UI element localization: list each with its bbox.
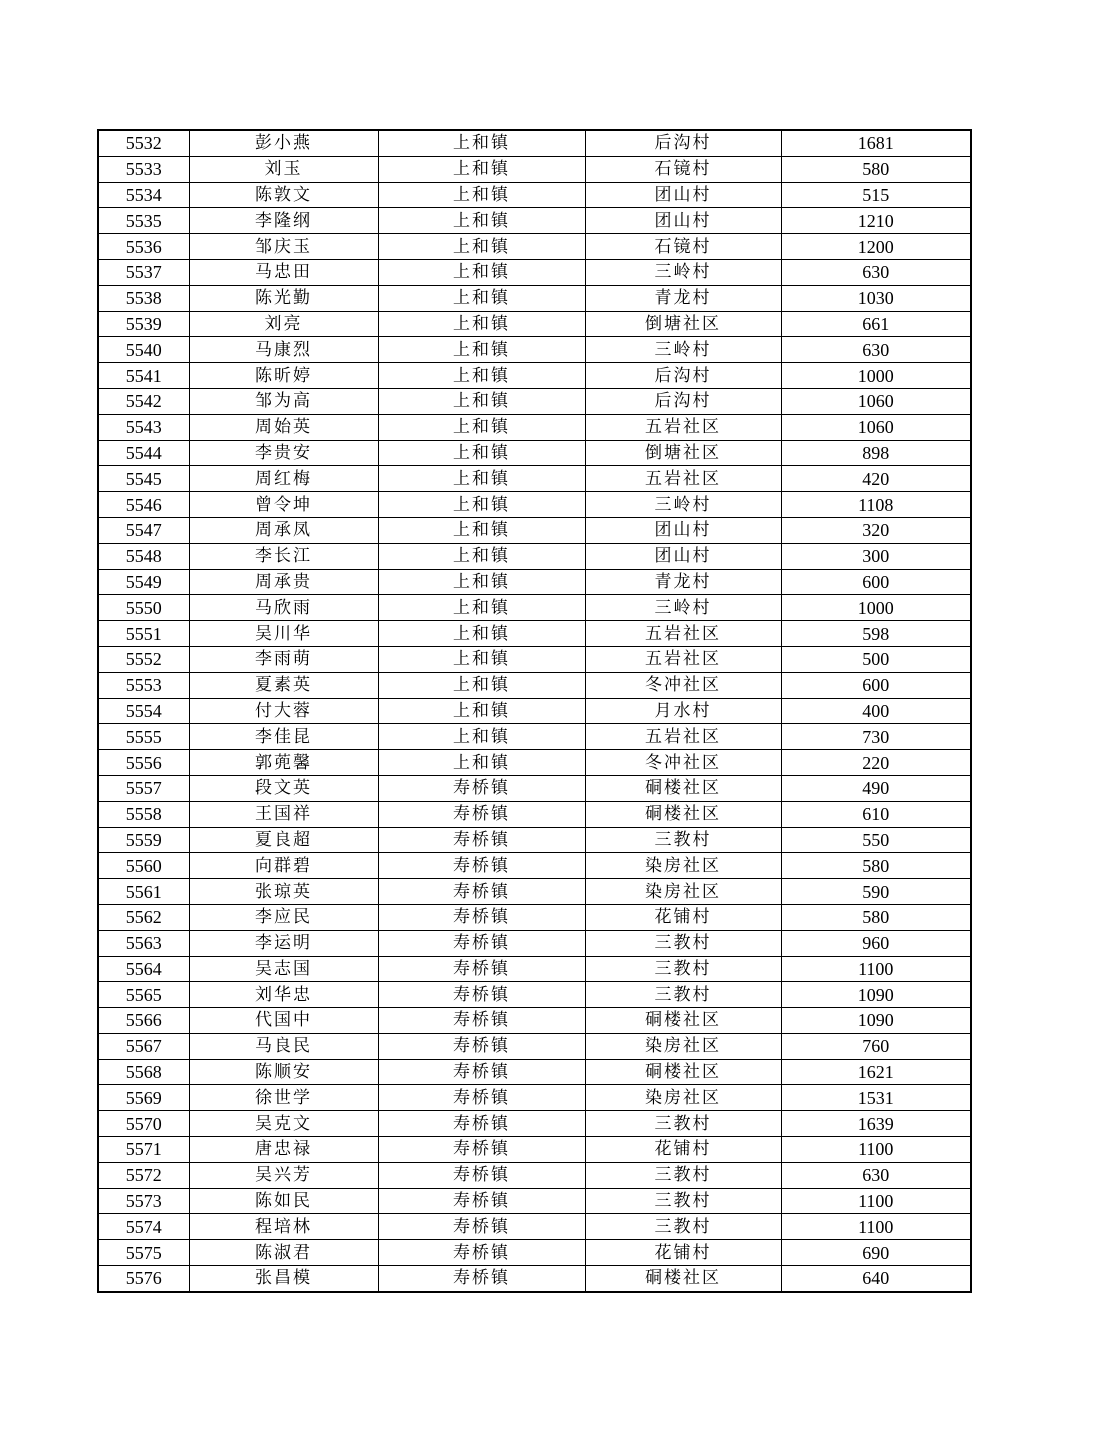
cell-village: 三教村 [585, 827, 781, 853]
cell-amount: 1100 [781, 1214, 971, 1240]
cell-amount: 420 [781, 466, 971, 492]
cell-amount: 580 [781, 853, 971, 879]
cell-name: 李佳昆 [189, 724, 378, 750]
table-row [98, 853, 971, 879]
table-row [98, 1240, 971, 1266]
cell-name: 段文英 [189, 775, 378, 801]
cell-name: 王国祥 [189, 801, 378, 827]
cell-town: 上和镇 [378, 311, 585, 337]
table-row [98, 930, 971, 956]
cell-name: 彭小燕 [189, 130, 378, 156]
cell-number: 5543 [98, 414, 189, 440]
cell-village: 石镜村 [585, 156, 781, 182]
cell-amount: 1210 [781, 208, 971, 234]
cell-village: 硐楼社区 [585, 1008, 781, 1034]
cell-village: 花铺村 [585, 1240, 781, 1266]
cell-town: 寿桥镇 [378, 1033, 585, 1059]
table-row [98, 1059, 971, 1085]
cell-number: 5562 [98, 904, 189, 930]
cell-town: 寿桥镇 [378, 982, 585, 1008]
cell-name: 郭蔸馨 [189, 750, 378, 776]
cell-town: 寿桥镇 [378, 1214, 585, 1240]
cell-amount: 690 [781, 1240, 971, 1266]
cell-name: 陈敦文 [189, 182, 378, 208]
cell-town: 寿桥镇 [378, 1240, 585, 1266]
table-row [98, 646, 971, 672]
cell-village: 团山村 [585, 182, 781, 208]
cell-number: 5553 [98, 672, 189, 698]
cell-amount: 1100 [781, 956, 971, 982]
table-row [98, 1033, 971, 1059]
cell-number: 5560 [98, 853, 189, 879]
cell-number: 5550 [98, 595, 189, 621]
cell-town: 上和镇 [378, 569, 585, 595]
cell-number: 5574 [98, 1214, 189, 1240]
cell-number: 5541 [98, 363, 189, 389]
cell-number: 5576 [98, 1266, 189, 1292]
cell-town: 上和镇 [378, 337, 585, 363]
cell-name: 马康烈 [189, 337, 378, 363]
cell-town: 寿桥镇 [378, 1188, 585, 1214]
cell-amount: 730 [781, 724, 971, 750]
cell-village: 三教村 [585, 1111, 781, 1137]
cell-village: 五岩社区 [585, 466, 781, 492]
cell-town: 上和镇 [378, 440, 585, 466]
cell-name: 马良民 [189, 1033, 378, 1059]
table-row [98, 1111, 971, 1137]
cell-number: 5555 [98, 724, 189, 750]
cell-village: 三教村 [585, 982, 781, 1008]
cell-village: 硐楼社区 [585, 801, 781, 827]
cell-name: 李运明 [189, 930, 378, 956]
cell-amount: 1000 [781, 595, 971, 621]
cell-town: 上和镇 [378, 517, 585, 543]
cell-number: 5572 [98, 1162, 189, 1188]
cell-number: 5547 [98, 517, 189, 543]
cell-number: 5545 [98, 466, 189, 492]
cell-village: 月水村 [585, 698, 781, 724]
cell-amount: 1060 [781, 388, 971, 414]
cell-name: 陈昕婷 [189, 363, 378, 389]
cell-village: 五岩社区 [585, 414, 781, 440]
cell-town: 寿桥镇 [378, 904, 585, 930]
cell-village: 五岩社区 [585, 646, 781, 672]
cell-town: 上和镇 [378, 388, 585, 414]
cell-name: 刘亮 [189, 311, 378, 337]
cell-village: 团山村 [585, 517, 781, 543]
cell-number: 5573 [98, 1188, 189, 1214]
cell-town: 寿桥镇 [378, 853, 585, 879]
cell-village: 五岩社区 [585, 621, 781, 647]
cell-name: 李应民 [189, 904, 378, 930]
cell-village: 倒塘社区 [585, 440, 781, 466]
table-row [98, 1137, 971, 1163]
table-row [98, 311, 971, 337]
cell-town: 上和镇 [378, 698, 585, 724]
cell-number: 5556 [98, 750, 189, 776]
cell-number: 5540 [98, 337, 189, 363]
cell-number: 5570 [98, 1111, 189, 1137]
cell-village: 团山村 [585, 208, 781, 234]
cell-amount: 1060 [781, 414, 971, 440]
table-row [98, 414, 971, 440]
cell-village: 硐楼社区 [585, 1059, 781, 1085]
cell-name: 马忠田 [189, 259, 378, 285]
cell-amount: 898 [781, 440, 971, 466]
cell-village: 冬冲社区 [585, 750, 781, 776]
cell-number: 5571 [98, 1137, 189, 1163]
cell-amount: 630 [781, 259, 971, 285]
cell-amount: 598 [781, 621, 971, 647]
table-row [98, 775, 971, 801]
cell-amount: 1200 [781, 234, 971, 260]
cell-village: 硐楼社区 [585, 775, 781, 801]
cell-town: 上和镇 [378, 595, 585, 621]
cell-village: 三岭村 [585, 337, 781, 363]
table-row [98, 259, 971, 285]
cell-name: 李雨萌 [189, 646, 378, 672]
table-row [98, 543, 971, 569]
cell-village: 石镜村 [585, 234, 781, 260]
cell-town: 上和镇 [378, 156, 585, 182]
cell-name: 夏素英 [189, 672, 378, 698]
cell-village: 后沟村 [585, 388, 781, 414]
cell-town: 上和镇 [378, 285, 585, 311]
table-row [98, 492, 971, 518]
cell-name: 吴志国 [189, 956, 378, 982]
cell-name: 周红梅 [189, 466, 378, 492]
cell-number: 5537 [98, 259, 189, 285]
cell-town: 寿桥镇 [378, 1111, 585, 1137]
cell-number: 5548 [98, 543, 189, 569]
cell-number: 5551 [98, 621, 189, 647]
cell-number: 5559 [98, 827, 189, 853]
cell-village: 花铺村 [585, 904, 781, 930]
cell-town: 寿桥镇 [378, 1266, 585, 1292]
table-row [98, 182, 971, 208]
cell-amount: 1090 [781, 1008, 971, 1034]
cell-name: 吴川华 [189, 621, 378, 647]
table-row [98, 956, 971, 982]
table-row [98, 569, 971, 595]
cell-number: 5533 [98, 156, 189, 182]
cell-name: 徐世学 [189, 1085, 378, 1111]
cell-name: 曾令坤 [189, 492, 378, 518]
cell-amount: 1030 [781, 285, 971, 311]
cell-name: 邹为高 [189, 388, 378, 414]
cell-number: 5558 [98, 801, 189, 827]
cell-name: 刘玉 [189, 156, 378, 182]
cell-amount: 220 [781, 750, 971, 776]
cell-name: 陈顺安 [189, 1059, 378, 1085]
table-row [98, 234, 971, 260]
table-row [98, 621, 971, 647]
table-row [98, 801, 971, 827]
cell-number: 5539 [98, 311, 189, 337]
cell-town: 寿桥镇 [378, 827, 585, 853]
cell-name: 张昌模 [189, 1266, 378, 1292]
cell-name: 吴克文 [189, 1111, 378, 1137]
cell-town: 寿桥镇 [378, 930, 585, 956]
table-row [98, 466, 971, 492]
table-row [98, 363, 971, 389]
cell-number: 5532 [98, 130, 189, 156]
cell-amount: 600 [781, 672, 971, 698]
cell-town: 上和镇 [378, 234, 585, 260]
cell-village: 三教村 [585, 1188, 781, 1214]
cell-amount: 1639 [781, 1111, 971, 1137]
cell-number: 5567 [98, 1033, 189, 1059]
cell-amount: 300 [781, 543, 971, 569]
table-row [98, 156, 971, 182]
table-row [98, 285, 971, 311]
cell-amount: 640 [781, 1266, 971, 1292]
table-row [98, 1188, 971, 1214]
cell-name: 李贵安 [189, 440, 378, 466]
cell-village: 染房社区 [585, 1033, 781, 1059]
cell-town: 寿桥镇 [378, 1137, 585, 1163]
cell-amount: 590 [781, 879, 971, 905]
cell-number: 5564 [98, 956, 189, 982]
cell-amount: 1000 [781, 363, 971, 389]
cell-village: 倒塘社区 [585, 311, 781, 337]
cell-amount: 550 [781, 827, 971, 853]
cell-amount: 580 [781, 904, 971, 930]
cell-village: 三教村 [585, 1162, 781, 1188]
table-row [98, 1214, 971, 1240]
cell-name: 刘华忠 [189, 982, 378, 1008]
cell-name: 向群碧 [189, 853, 378, 879]
cell-amount: 1090 [781, 982, 971, 1008]
cell-number: 5554 [98, 698, 189, 724]
cell-name: 李长江 [189, 543, 378, 569]
cell-village: 三岭村 [585, 259, 781, 285]
cell-number: 5534 [98, 182, 189, 208]
cell-number: 5557 [98, 775, 189, 801]
cell-town: 寿桥镇 [378, 1085, 585, 1111]
table-row [98, 1085, 971, 1111]
cell-name: 唐忠禄 [189, 1137, 378, 1163]
cell-village: 青龙村 [585, 285, 781, 311]
cell-name: 张琼英 [189, 879, 378, 905]
table-body [98, 130, 971, 1292]
cell-town: 上和镇 [378, 363, 585, 389]
table-row [98, 337, 971, 363]
cell-amount: 610 [781, 801, 971, 827]
table-row [98, 827, 971, 853]
cell-town: 寿桥镇 [378, 956, 585, 982]
cell-town: 上和镇 [378, 466, 585, 492]
cell-number: 5535 [98, 208, 189, 234]
table-row [98, 595, 971, 621]
cell-town: 寿桥镇 [378, 775, 585, 801]
cell-name: 邹庆玉 [189, 234, 378, 260]
cell-town: 上和镇 [378, 672, 585, 698]
table-row [98, 1008, 971, 1034]
cell-amount: 630 [781, 1162, 971, 1188]
cell-amount: 760 [781, 1033, 971, 1059]
cell-name: 陈如民 [189, 1188, 378, 1214]
cell-town: 寿桥镇 [378, 1162, 585, 1188]
cell-name: 陈光勤 [189, 285, 378, 311]
cell-village: 青龙村 [585, 569, 781, 595]
cell-name: 吴兴芳 [189, 1162, 378, 1188]
cell-amount: 490 [781, 775, 971, 801]
table-row [98, 672, 971, 698]
cell-amount: 661 [781, 311, 971, 337]
table-row [98, 904, 971, 930]
cell-village: 三教村 [585, 1214, 781, 1240]
cell-village: 染房社区 [585, 1085, 781, 1111]
cell-village: 三教村 [585, 956, 781, 982]
table-row [98, 750, 971, 776]
table-row [98, 517, 971, 543]
cell-name: 周承贵 [189, 569, 378, 595]
cell-amount: 400 [781, 698, 971, 724]
cell-village: 五岩社区 [585, 724, 781, 750]
cell-number: 5565 [98, 982, 189, 1008]
cell-number: 5563 [98, 930, 189, 956]
cell-town: 上和镇 [378, 646, 585, 672]
cell-village: 后沟村 [585, 130, 781, 156]
cell-number: 5538 [98, 285, 189, 311]
cell-town: 寿桥镇 [378, 801, 585, 827]
cell-town: 上和镇 [378, 414, 585, 440]
cell-name: 周始英 [189, 414, 378, 440]
cell-number: 5549 [98, 569, 189, 595]
cell-number: 5575 [98, 1240, 189, 1266]
cell-amount: 320 [781, 517, 971, 543]
cell-town: 上和镇 [378, 259, 585, 285]
table-row [98, 1266, 971, 1292]
table-row [98, 1162, 971, 1188]
cell-town: 上和镇 [378, 182, 585, 208]
cell-town: 上和镇 [378, 543, 585, 569]
cell-name: 李隆纲 [189, 208, 378, 234]
cell-amount: 500 [781, 646, 971, 672]
table-row [98, 698, 971, 724]
cell-village: 三岭村 [585, 492, 781, 518]
table-row [98, 208, 971, 234]
cell-amount: 1100 [781, 1137, 971, 1163]
cell-amount: 515 [781, 182, 971, 208]
cell-town: 上和镇 [378, 724, 585, 750]
cell-name: 马欣雨 [189, 595, 378, 621]
table-row [98, 388, 971, 414]
cell-town: 寿桥镇 [378, 1059, 585, 1085]
cell-village: 花铺村 [585, 1137, 781, 1163]
cell-amount: 580 [781, 156, 971, 182]
cell-amount: 1100 [781, 1188, 971, 1214]
cell-amount: 960 [781, 930, 971, 956]
cell-name: 陈淑君 [189, 1240, 378, 1266]
cell-amount: 600 [781, 569, 971, 595]
cell-name: 程培林 [189, 1214, 378, 1240]
cell-village: 染房社区 [585, 879, 781, 905]
table-row [98, 130, 971, 156]
cell-village: 团山村 [585, 543, 781, 569]
cell-name: 夏良超 [189, 827, 378, 853]
cell-town: 上和镇 [378, 492, 585, 518]
cell-village: 三教村 [585, 930, 781, 956]
cell-name: 代国中 [189, 1008, 378, 1034]
cell-number: 5569 [98, 1085, 189, 1111]
cell-number: 5566 [98, 1008, 189, 1034]
cell-amount: 1621 [781, 1059, 971, 1085]
table-row [98, 879, 971, 905]
cell-town: 上和镇 [378, 750, 585, 776]
cell-number: 5568 [98, 1059, 189, 1085]
cell-number: 5542 [98, 388, 189, 414]
data-table [97, 129, 972, 1293]
cell-village: 三岭村 [585, 595, 781, 621]
cell-town: 上和镇 [378, 621, 585, 647]
cell-village: 后沟村 [585, 363, 781, 389]
table-row [98, 724, 971, 750]
cell-amount: 1108 [781, 492, 971, 518]
cell-town: 上和镇 [378, 208, 585, 234]
cell-amount: 1681 [781, 130, 971, 156]
cell-name: 周承凤 [189, 517, 378, 543]
cell-town: 寿桥镇 [378, 879, 585, 905]
cell-number: 5552 [98, 646, 189, 672]
cell-town: 寿桥镇 [378, 1008, 585, 1034]
cell-number: 5561 [98, 879, 189, 905]
cell-village: 冬冲社区 [585, 672, 781, 698]
table-row [98, 982, 971, 1008]
cell-village: 染房社区 [585, 853, 781, 879]
cell-amount: 630 [781, 337, 971, 363]
cell-number: 5544 [98, 440, 189, 466]
cell-name: 付大蓉 [189, 698, 378, 724]
cell-town: 上和镇 [378, 130, 585, 156]
cell-amount: 1531 [781, 1085, 971, 1111]
cell-number: 5536 [98, 234, 189, 260]
cell-number: 5546 [98, 492, 189, 518]
table-row [98, 440, 971, 466]
cell-village: 硐楼社区 [585, 1266, 781, 1292]
